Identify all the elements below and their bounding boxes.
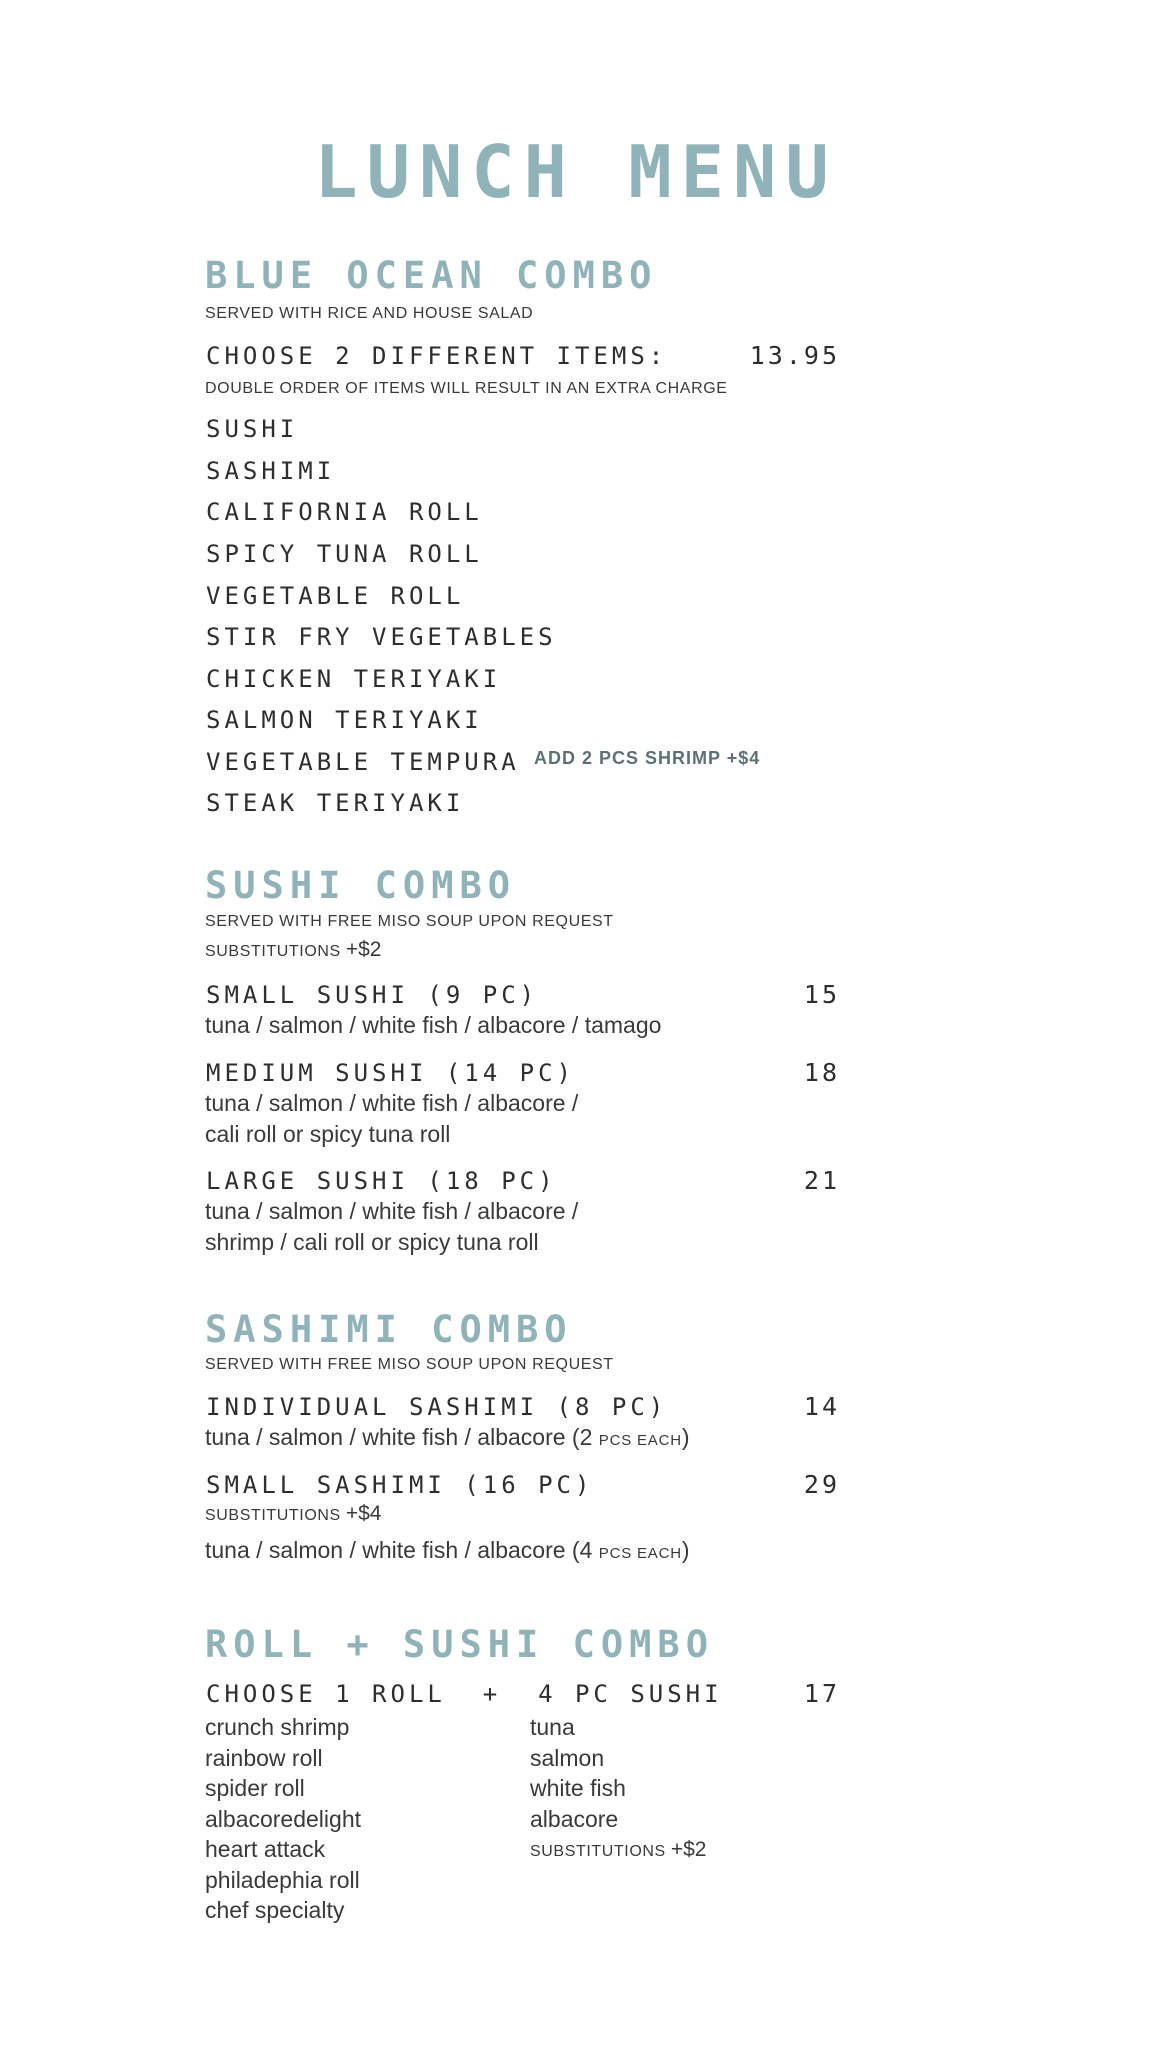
sashimi-desc-text: tuna / salmon / white fish / albacore (4 [205, 1537, 593, 1563]
sashimi-item-name: INDIVIDUAL SASHIMI (8 PC) [206, 1393, 668, 1421]
sushi-item-price: 15 [803, 980, 840, 1009]
blue-ocean-choose-label: CHOOSE 2 DIFFERENT ITEMS: [206, 342, 668, 370]
roll-option: albacoredelight [205, 1806, 362, 1832]
roll-option: philadephia roll [205, 1867, 360, 1893]
sushi-combo-served-note: SERVED WITH FREE MISO SOUP UPON REQUEST [205, 913, 614, 930]
sushi-option: tuna [530, 1714, 575, 1740]
blue-ocean-item: CALIFORNIA ROLL [206, 498, 483, 526]
sushi-item-desc: tuna / salmon / white fish / albacore / tamago [205, 1012, 662, 1038]
blue-ocean-item: STEAK TERIYAKI [206, 789, 465, 817]
substitutions-price: +$2 [670, 1838, 707, 1861]
sushi-item-desc: shrimp / cali roll or spicy tuna roll [205, 1229, 539, 1255]
sushi-item-desc: tuna / salmon / white fish / albacore / [205, 1090, 579, 1116]
sashimi-desc-close: ) [681, 1537, 690, 1563]
blue-ocean-item: VEGETABLE ROLL [206, 582, 465, 610]
menu-title: LUNCH MENU [314, 130, 838, 214]
sushi-option: albacore [530, 1806, 619, 1832]
blue-ocean-item: SPICY TUNA ROLL [206, 540, 483, 568]
roll-option: spider roll [205, 1775, 305, 1801]
sashimi-item-price: 29 [803, 1470, 840, 1499]
blue-ocean-item: CHICKEN TERIYAKI [206, 665, 502, 693]
sushi-item-desc: tuna / salmon / white fish / albacore / [205, 1198, 579, 1224]
blue-ocean-item: SASHIMI [206, 457, 336, 485]
roll-sushi-combo-heading: ROLL + SUSHI COMBO [205, 1623, 714, 1666]
sashimi-desc-pcs-each: PCS EACH [598, 1545, 682, 1562]
blue-ocean-item: STIR FRY VEGETABLES [206, 623, 557, 651]
substitutions-label: SUBSTITUTIONS [205, 1507, 341, 1524]
sashimi-combo-heading: SASHIMI COMBO [205, 1308, 573, 1351]
sashimi-item-desc [205, 1424, 690, 1451]
sashimi-combo-served-note: SERVED WITH FREE MISO SOUP UPON REQUEST [205, 1356, 614, 1373]
sushi-option: salmon [530, 1745, 605, 1771]
substitutions-label: SUBSTITUTIONS [530, 1843, 666, 1860]
substitutions-label: SUBSTITUTIONS [205, 943, 341, 960]
sushi-option: white fish [530, 1775, 626, 1801]
blue-ocean-served-note: SERVED WITH RICE AND HOUSE SALAD [205, 305, 534, 322]
sashimi-item-name: SMALL SASHIMI (16 PC) [206, 1471, 594, 1499]
roll-option: crunch shrimp [205, 1714, 350, 1740]
blue-ocean-item: SALMON TERIYAKI [206, 706, 483, 734]
roll-sushi-substitutions [530, 1838, 706, 1862]
sashimi-item-desc [205, 1537, 690, 1564]
substitutions-price: +$2 [345, 938, 382, 961]
sushi-item-name: SMALL SUSHI (9 PC) [206, 981, 539, 1009]
blue-ocean-heading: BLUE OCEAN COMBO [205, 254, 658, 297]
sushi-item-desc: cali roll or spicy tuna roll [205, 1121, 451, 1147]
double-order-note: DOUBLE ORDER OF ITEMS WILL RESULT IN AN EXTRA CHARGE [205, 380, 728, 397]
blue-ocean-item: SUSHI [206, 415, 299, 443]
sushi-combo-heading: SUSHI COMBO [205, 864, 517, 907]
sashimi-item-price: 14 [803, 1392, 840, 1421]
tempura-shrimp-addon: ADD 2 PCS SHRIMP +$4 [534, 748, 761, 768]
roll-option: rainbow roll [205, 1745, 323, 1771]
sashimi-desc-text: tuna / salmon / white fish / albacore (2 [205, 1424, 593, 1450]
substitutions-price: +$4 [345, 1502, 382, 1525]
roll-option: heart attack [205, 1836, 326, 1862]
blue-ocean-price: 13.95 [749, 341, 840, 370]
roll-option: chef specialty [205, 1897, 345, 1923]
sashimi-desc-pcs-each: PCS EACH [598, 1432, 682, 1449]
sushi-item-price: 18 [803, 1058, 840, 1087]
roll-sushi-choose-label: CHOOSE 1 ROLL + 4 PC SUSHI [206, 1680, 723, 1708]
roll-sushi-price: 17 [803, 1679, 840, 1708]
blue-ocean-item: VEGETABLE TEMPURA [206, 748, 520, 776]
sushi-item-price: 21 [803, 1166, 840, 1195]
sushi-item-name: LARGE SUSHI (18 PC) [206, 1167, 557, 1195]
sashimi-desc-close: ) [681, 1424, 690, 1450]
sashimi-substitutions [205, 1502, 381, 1526]
sushi-item-name: MEDIUM SUSHI (14 PC) [206, 1059, 575, 1087]
sushi-combo-substitutions [205, 938, 381, 962]
